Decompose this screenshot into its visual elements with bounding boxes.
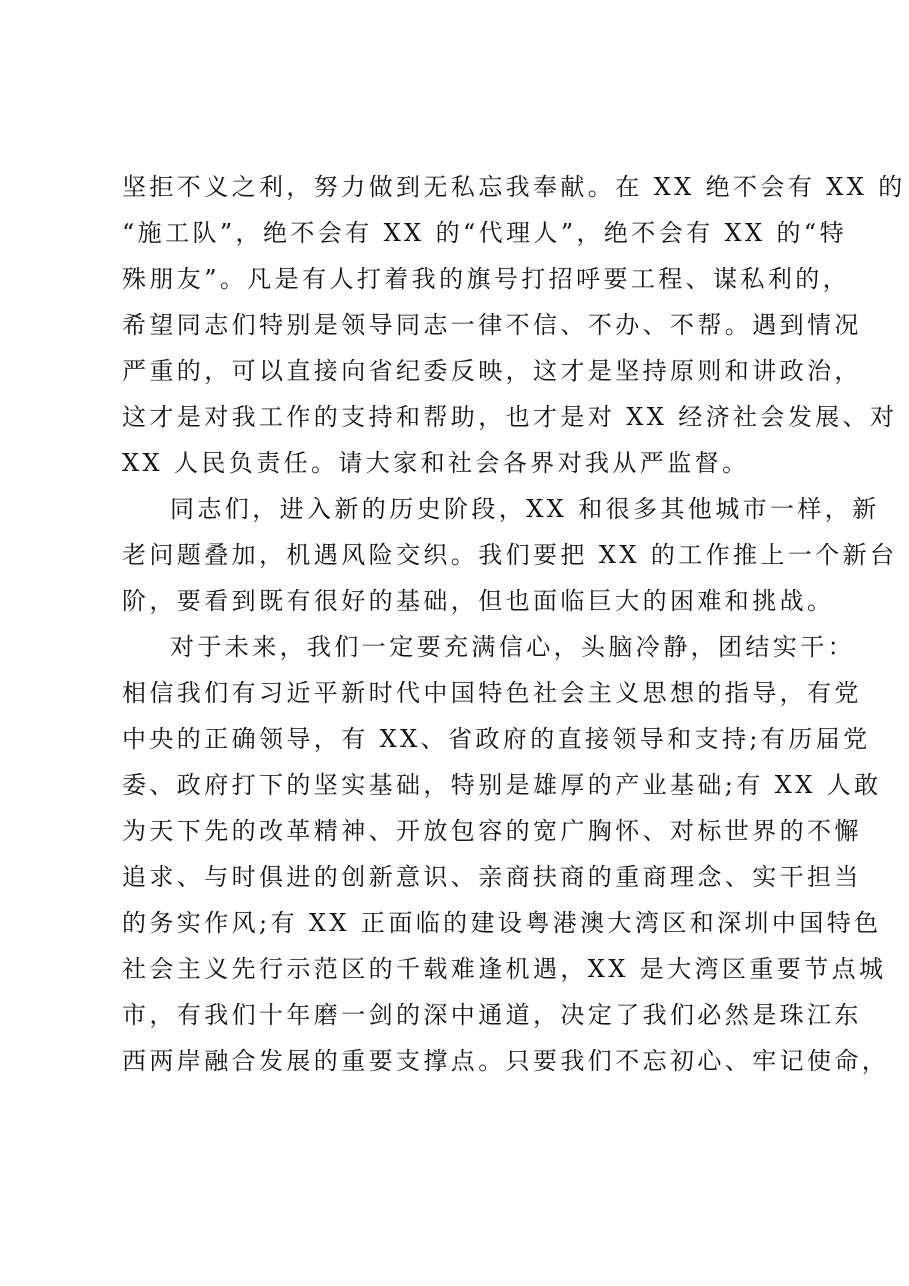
text-line: 相信我们有习近平新时代中国特色社会主义思想的指导，有党: [122, 679, 862, 707]
text-line: 阶，要看到既有很好的基础，但也面临巨大的困难和挑战。: [122, 587, 835, 615]
paragraph-first-line: 对于未来，我们一定要充满信心，头脑冷静，团结实干：: [170, 633, 855, 661]
text-line: 这才是对我工作的支持和帮助，也才是对 XX 经济社会发展、对: [122, 403, 898, 431]
text-line: 追求、与时俱进的创新意识、亲商扶商的重商理念、实干担当: [122, 863, 862, 891]
text-line: 中央的正确领导，有 XX、省政府的直接领导和支持;有历届党: [122, 725, 871, 753]
text-line: 的务实作风;有 XX 正面临的建设粤港澳大湾区和深圳中国特色: [122, 909, 882, 937]
text-line: 社会主义先行示范区的千载难逢机遇，XX 是大湾区重要节点城: [122, 955, 887, 983]
text-line: 西两岸融合发展的重要支撑点。只要我们不忘初心、牢记使命，: [122, 1047, 890, 1075]
text-line: 希望同志们特别是领导同志一律不信、不办、不帮。遇到情况: [122, 311, 862, 339]
text-line: 老问题叠加，机遇风险交织。我们要把 XX 的工作推上一个新台: [122, 541, 898, 569]
text-line: 为天下先的改革精神、开放包容的宽广胸怀、对标世界的不懈: [122, 817, 862, 845]
text-line: 严重的，可以直接向省纪委反映，这才是坚持原则和讲政治，: [122, 357, 862, 385]
text-line: 市，有我们十年磨一剑的深中通道，决定了我们必然是珠江东: [122, 1001, 862, 1029]
text-line: 殊朋友”。凡是有人打着我的旗号打招呼要工程、谋私利的，: [122, 265, 851, 293]
text-line: 委、政府打下的坚实基础，特别是雄厚的产业基础;有 XX 人敢: [122, 771, 882, 799]
paragraph-first-line: 同志们，进入新的历史阶段，XX 和很多其他城市一样，新: [170, 495, 880, 523]
text-line: “施工队”，绝不会有 XX 的“代理人”，绝不会有 XX 的“特: [122, 219, 848, 247]
text-line: XX 人民负责任。请大家和社会各界对我从严监督。: [122, 449, 750, 477]
text-line: 坚拒不义之利，努力做到无私忘我奉献。在 XX 绝不会有 XX 的: [122, 173, 906, 201]
